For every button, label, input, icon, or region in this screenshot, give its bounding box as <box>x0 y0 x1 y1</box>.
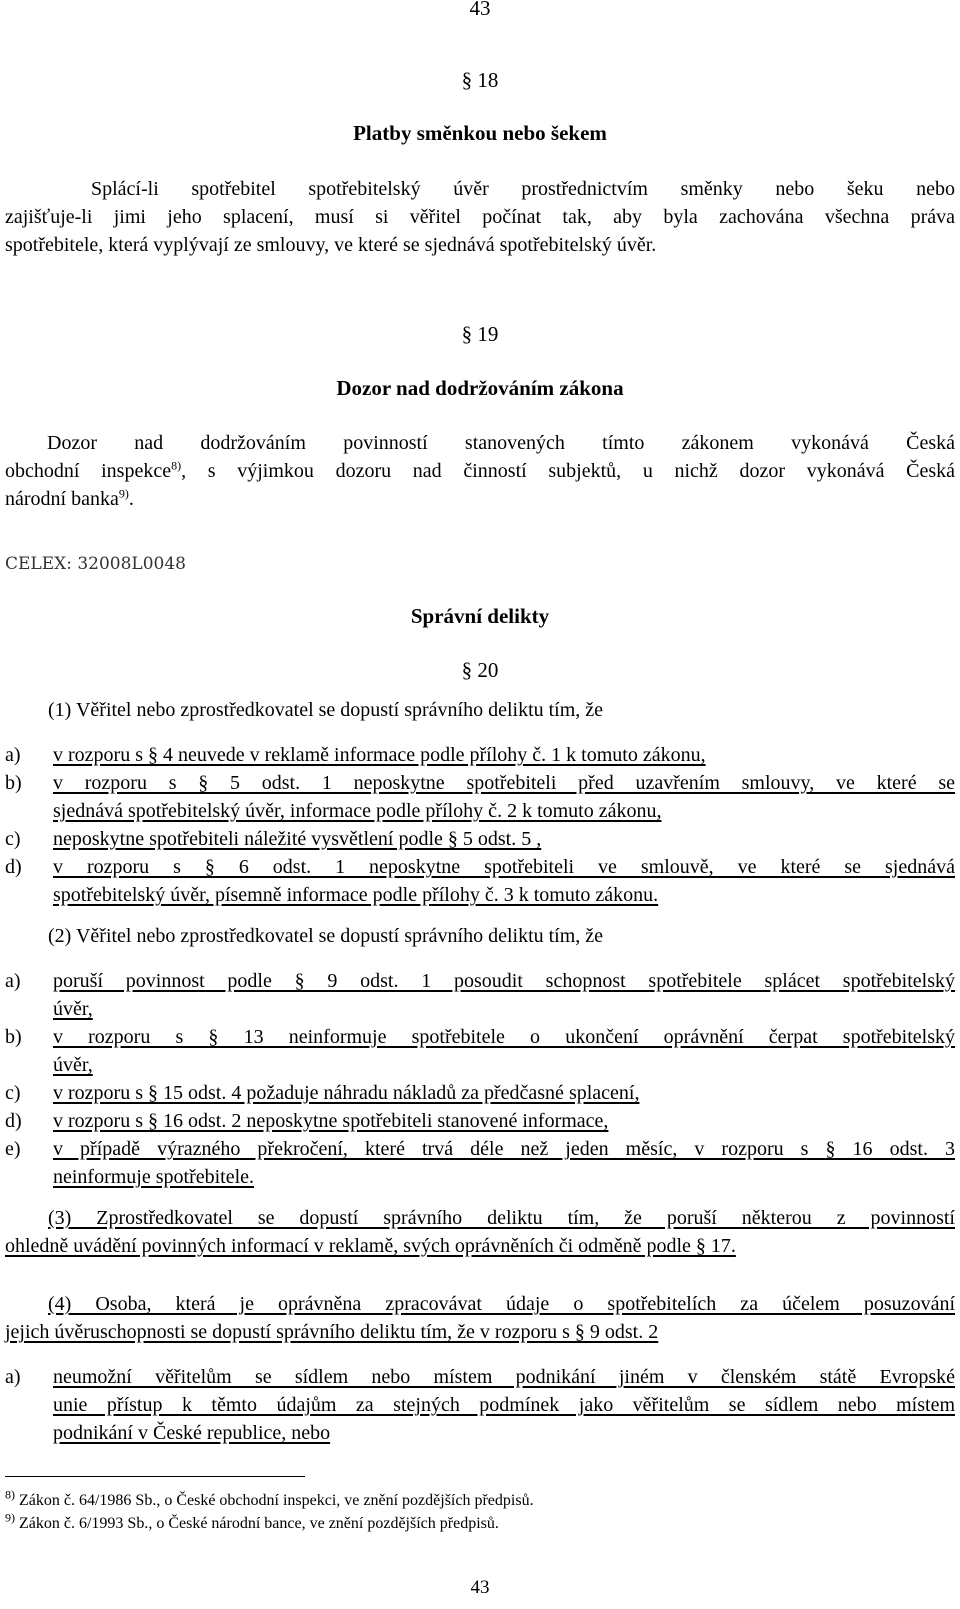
section-20-heading: § 20 <box>461 658 499 682</box>
section-19-line-3: národní banka$^{9)}$. <box>5 486 134 510</box>
section-19-line-1: Dozor nad dodržováním povinností stanovených tímto zákonem vykonává Česká <box>47 432 955 454</box>
footnote-8: $^{8)}$ Zákon č. 64/1986 Sb., o České obchodní inspekci, ve znění pozdějších předpisů. <box>5 1487 534 1509</box>
paragraph-4-line-2: jejich úvěruschopnosti se dopustí správního deliktu tím, že v rozporu s § 9 odst. 2 <box>5 1321 659 1343</box>
section-18-line-3: spotřebitele, která vyplývají ze smlouvy, ve které se sjednává spotřebitelský úvěr. <box>5 234 657 256</box>
paragraph-4-line-1: (4) Osoba, která je oprávněna zpracovávat údaje o spotřebitelích za účelem posuzování <box>48 1293 955 1315</box>
paragraph-2-intro: (2) Věřitel nebo zprostředkovatel se dopustí správního deliktu tím, že <box>48 925 604 947</box>
page-number-bottom: 43 <box>470 1577 490 1598</box>
section-18-line-2: zajišťuje-li jimi jeho splacení, musí si věřitel počínat tak, aby byla zachována všechna práva <box>5 206 955 228</box>
delicts-title: Správní delikty <box>410 604 550 628</box>
section-18-line-1: Splácí-li spotřebitel spotřebitelský úvěr prostřednictvím směnky nebo šeku nebo <box>91 178 955 200</box>
celex-reference: CELEX: 32008L0048 <box>5 554 186 574</box>
paragraph-3-line-1: (3) Zprostředkovatel se dopustí správního deliktu tím, že poruší některou z povinností <box>48 1207 955 1229</box>
footnote-ref-8: 8) <box>171 458 182 473</box>
footnote-separator <box>5 1476 305 1477</box>
section-18-title: Platby směnkou nebo šekem <box>353 121 607 145</box>
section-19-heading: § 19 <box>461 322 499 346</box>
footnote-9: $^{9)}$ Zákon č. 6/1993 Sb., o České národní bance, ve znění pozdějších předpisů. <box>5 1510 499 1532</box>
paragraph-1-intro: (1) Věřitel nebo zprostředkovatel se dopustí správního deliktu tím, že <box>48 699 604 721</box>
page-number-top: 43 <box>469 0 491 20</box>
section-19-line-2: obchodní inspekce$^{8)}$, s výjimkou dozoru nad činností subjektů, u nichž dozor vykonává Česká <box>5 458 956 482</box>
document-page: 43 § 18 Platby směnkou nebo šekem Splácí-li spotřebitel spotřebitelský úvěr prostřednictvím směnky nebo šeku nebo zajišťuje-li jimi jeho splacení, musí si věřitel počínat tak, aby byla zachována všechna práva spotřebitele, která vyplývají ze smlouvy, ve které se sjednává spotřebitelský úvěr. § 19 Dozor nad dodržováním zákona Dozor nad dodržováním povinností stanovených tímto zákonem vykonává Česká obchodní inspekce$^{8)}$, s výjimkou dozoru nad činností subjektů, u nichž dozor vykonává Česká národní banka$^{9)}$. CELEX: 32008L0048 Správní delikty § 20 (1) Věřitel nebo zprostředkovatel se dopustí správního deliktu tím, že a) v rozporu s § 4 neuvede v reklamě informace podle přílohy č. 1 k tomuto zákonu, b) v rozporu s § 5 odst. 1 neposkytne spotřebiteli před uzavřením smlouvy, ve které se sjednává spotřebitelský úvěr, informace podle přílohy č. 2 k tomuto zákonu, c) neposkytne spotřebiteli náležité vysvětlení podle § 5 odst. 5 , d) v rozporu s § 6 odst. 1 neposkytne spotřebiteli ve smlouvě, ve které se sjednává spotřebitelský úvěr, písemně informace podle přílohy č. 3 k tomuto zákonu. (2) Věřitel nebo zprostředkovatel se dopustí správního deliktu tím, že a) poruší povinnost podle § 9 odst. 1 posoudit schopnost spotřebitele splácet spotřebitelský úvěr, b) v rozporu s § 13 neinformuje spotřebitele o ukončení oprávnění čerpat spotřebitelský úvěr, c) v rozporu s § 15 odst. 4 požaduje náhradu nákladů za předčasné splacení, d) v rozporu s § 16 odst. 2 neposkytne spotřebiteli stanovené informace, e) v případě výrazného překročení, které trvá déle než jeden měsíc, v rozporu s § 16 odst. 3 neinformuje spotřebitele. (3) Zprostředkovatel se dopustí správního deliktu tím, že poruší některou z povinností ohledně uvádění povinných informací v reklamě, svých oprávněních či odměně podle § 17. (4) Osoba, která je oprávněna zpracovávat údaje o spotřebitelích za účelem posuzování jejich úvěruschopnosti se dopustí správního deliktu tím, že v rozporu s § 9 odst. 2 a) neumožní věřitelům se sídlem nebo místem podnikání jiném v členském státě Evropské unie přístup k těmto údajům za stejných podmínek jako věřitelům se sídlem nebo místem podnikání v České republice, nebo $^{8)}$ Zákon č. 64/1986 Sb., o České obchodní inspekci, ve znění pozdějších předpisů. $^{9)}$ Zákon č. 6/1993 Sb., o České národní bance, ve znění pozdějších předpisů. 43 <box>0 0 960 1609</box>
section-18-heading: § 18 <box>461 68 499 92</box>
footnote-ref-9: 9) <box>118 486 129 501</box>
paragraph-3-line-2: ohledně uvádění povinných informací v reklamě, svých oprávněních či odměně podle § 17. <box>5 1235 736 1257</box>
section-19-title: Dozor nad dodržováním zákona <box>336 376 624 400</box>
